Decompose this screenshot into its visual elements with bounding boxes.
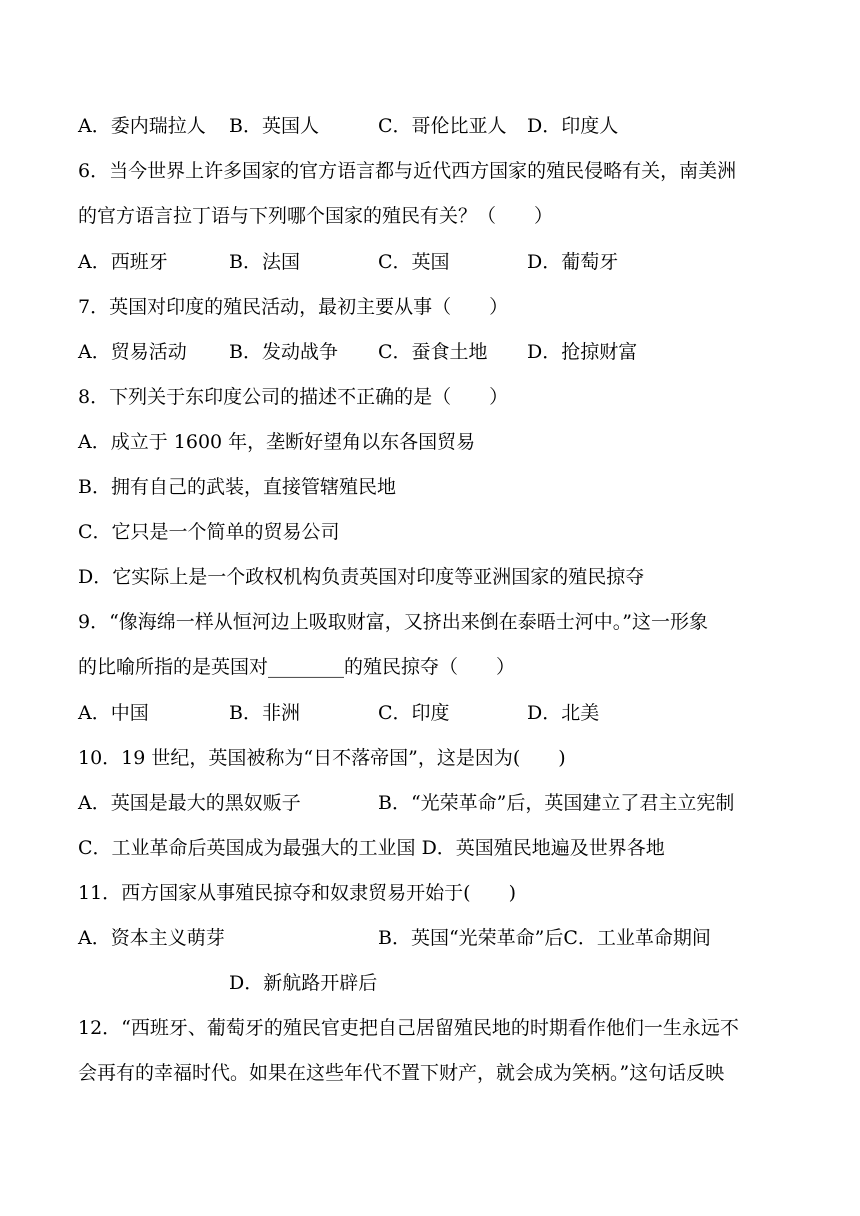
q6-option-b: B．法国 xyxy=(229,251,300,273)
q11-stem: 11．西方国家从事殖民掠夺和奴隶贸易开始于( ) xyxy=(78,882,517,904)
q6-stem-line2: 的官方语言拉丁语与下列哪个国家的殖民有关？（ ） xyxy=(78,205,554,227)
q10-options-cd: C．工业革命后英国成为最强大的工业国 D．英国殖民地遍及世界各地 xyxy=(78,837,665,859)
q5-option-b: B．英国人 xyxy=(229,115,319,137)
q5-option-a: A．委内瑞拉人 xyxy=(78,115,206,137)
q12-stem-line2: 会再有的幸福时代。如果在这些年代不置下财产，就会成为笑柄。”这句话反映 xyxy=(78,1062,725,1084)
q9-option-b: B．非洲 xyxy=(229,702,300,724)
q8-option-c: C．它只是一个简单的贸易公司 xyxy=(78,521,340,543)
q11-option-d: D．新航路开辟后 xyxy=(229,972,378,994)
q8-option-a: A．成立于 1600 年，垄断好望角以东各国贸易 xyxy=(78,431,476,453)
q10-stem: 10．19 世纪，英国被称为“日不落帝国”，这是因为( ) xyxy=(78,747,566,769)
q9-option-a: A．中国 xyxy=(78,702,149,724)
q7-stem: 7．英国对印度的殖民活动，最初主要从事（ ） xyxy=(78,296,509,318)
q7-option-b: B．发动战争 xyxy=(229,341,338,363)
q7-option-c: C．蚕食土地 xyxy=(378,341,488,363)
q7-option-a: A．贸易活动 xyxy=(78,341,187,363)
q8-option-d: D．它实际上是一个政权机构负责英国对印度等亚洲国家的殖民掠夺 xyxy=(78,566,645,588)
q7-option-d: D．抢掠财富 xyxy=(527,341,638,363)
q6-option-a: A．西班牙 xyxy=(78,251,168,273)
q10-option-a: A．英国是最大的黑奴贩子 xyxy=(78,792,301,814)
q6-stem-line1: 6．当今世界上许多国家的官方语言都与近代西方国家的殖民侵略有关，南美洲 xyxy=(78,160,737,182)
q9-option-d: D．北美 xyxy=(527,702,600,724)
q9-option-c: C．印度 xyxy=(378,702,450,724)
q9-stem-line2: 的比喻所指的是英国对________的殖民掠夺（ ） xyxy=(78,656,516,678)
q6-option-c: C．英国 xyxy=(378,251,450,273)
q5-option-d: D．印度人 xyxy=(527,115,619,137)
q10-option-b: B．“光荣革命”后，英国建立了君主立宪制 xyxy=(378,792,735,814)
q12-stem-line1: 12．“西班牙、葡萄牙的殖民官吏把自己居留殖民地的时期看作他们一生永远不 xyxy=(78,1017,739,1039)
q8-option-b: B．拥有自己的武装，直接管辖殖民地 xyxy=(78,476,396,498)
q11-option-a: A．资本主义萌芽 xyxy=(78,927,225,949)
q5-option-c: C．哥伦比亚人 xyxy=(378,115,507,137)
q6-option-d: D．葡萄牙 xyxy=(527,251,619,273)
q11-options-bc: B．英国“光荣革命”后C．工业革命期间 xyxy=(378,927,711,949)
q9-stem-line1: 9．“像海绵一样从恒河边上吸取财富，又挤出来倒在泰晤士河中。”这一形象 xyxy=(78,611,709,633)
q8-stem: 8．下列关于东印度公司的描述不正确的是（ ） xyxy=(78,386,509,408)
